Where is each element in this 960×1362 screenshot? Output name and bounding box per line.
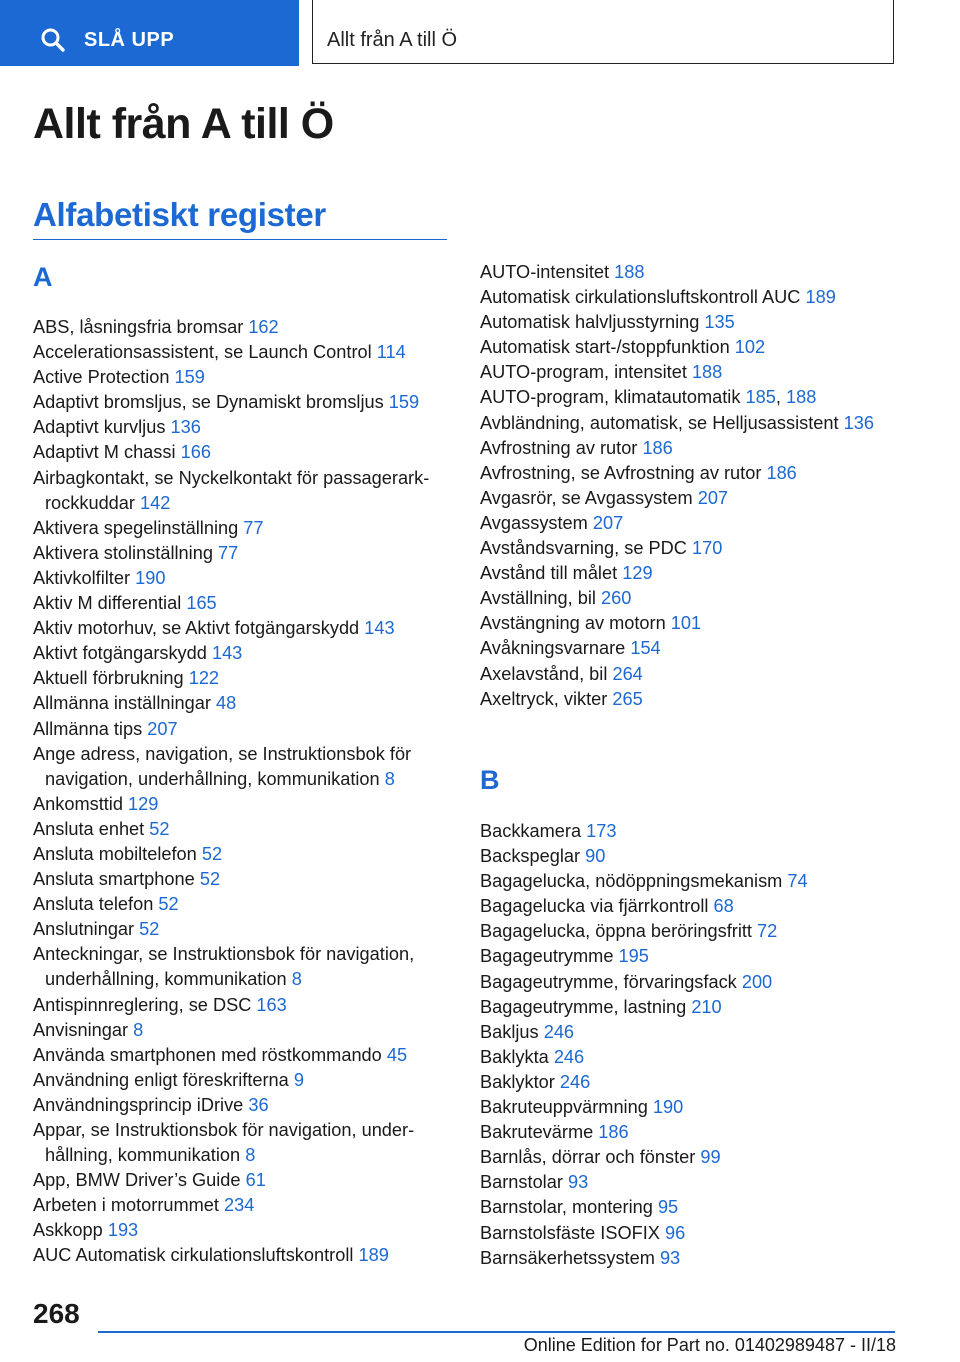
index-entry-text: Bagageutrymme, förvaringsfack	[480, 971, 737, 992]
page-reference-link[interactable]: 61	[245, 1170, 266, 1191]
chapter-tab[interactable]	[312, 0, 894, 64]
index-entry-text: Automatisk cirkulationsluftskontroll AUC	[480, 287, 801, 308]
page-reference-link[interactable]: 143	[211, 643, 243, 664]
index-entry	[33, 591, 451, 616]
index-entry	[480, 1145, 900, 1170]
index-column-left	[33, 315, 451, 1269]
index-entry	[480, 1045, 900, 1070]
index-entry	[480, 536, 900, 561]
index-entry-text: Aktiv motorhuv, se Aktivt fotgängarskydd	[33, 618, 360, 639]
section-title: Alfabetiskt register	[33, 196, 326, 233]
index-entry	[480, 894, 900, 919]
index-entry	[33, 1193, 451, 1218]
index-entry	[480, 919, 900, 944]
index-entry	[33, 466, 451, 516]
page-reference-link[interactable]: 136	[843, 412, 874, 433]
letter-heading-b: B	[480, 765, 500, 795]
index-entry-text: Avstängning av motorn	[480, 613, 666, 634]
index-entry	[480, 586, 900, 611]
index-entry-text: Bakrutevärme	[480, 1122, 594, 1143]
index-entry	[33, 365, 451, 390]
index-entry	[480, 611, 900, 636]
index-entry-text: Ansluta mobiltelefon	[33, 843, 197, 864]
page-reference-link[interactable]: 207	[592, 512, 624, 533]
page-reference-link[interactable]: 68	[713, 896, 734, 917]
page-reference-link[interactable]: 102	[734, 337, 766, 358]
index-column-right-b	[480, 819, 900, 1271]
index-entry	[33, 1218, 451, 1243]
page-reference-link[interactable]: 90	[585, 846, 606, 867]
index-entry	[33, 691, 451, 716]
index-entry	[480, 360, 900, 385]
page-reference-link[interactable]: 234	[224, 1195, 255, 1216]
page-reference-link[interactable]: 193	[107, 1220, 139, 1241]
index-entry-text: Aktivera spegelinställning	[33, 517, 239, 538]
index-entry-text: Bakruteuppvärmning	[480, 1097, 648, 1118]
index-entry	[480, 1070, 900, 1095]
page-reference-link[interactable]: 9	[293, 1069, 304, 1090]
index-entry-text: Backkamera	[480, 821, 582, 841]
index-entry	[33, 1068, 451, 1093]
chapter-tab-label: Allt från A till Ö	[327, 29, 458, 51]
index-entry-text: AUC Automatisk cirkulationsluftskontroll	[33, 1245, 354, 1266]
index-entry-text: Barnstolar, montering	[480, 1197, 653, 1218]
index-entry: AUTO-program, klimatautomatik 185, 188	[480, 387, 817, 408]
index-entry	[480, 944, 900, 969]
search-icon	[40, 27, 66, 53]
index-entry	[480, 561, 900, 586]
index-entry-text: Bagagelucka, öppna beröringsfritt	[480, 921, 752, 942]
index-entry-text: Bagagelucka, nödöppningsmekanism	[480, 871, 783, 892]
index-entry	[33, 1093, 451, 1118]
index-entry-text: Ansluta enhet	[33, 818, 145, 839]
index-entry	[33, 867, 451, 892]
page-reference-link[interactable]: 165	[186, 593, 217, 614]
page-reference-link[interactable]: 186	[598, 1122, 629, 1143]
index-entry-text: Adaptivt M chassi	[33, 442, 176, 463]
page-reference-link[interactable]: 154	[630, 638, 661, 659]
page-reference-link[interactable]: 207	[147, 718, 178, 739]
page-reference-link[interactable]: 207	[697, 487, 729, 508]
index-entry-text: AUTO-intensitet	[480, 262, 610, 282]
index-entry	[480, 1095, 900, 1120]
index-entry-text: Allmänna inställningar	[33, 693, 211, 714]
index-entry	[480, 1170, 900, 1195]
index-entry-text: Avställning, bil	[480, 588, 596, 609]
page-reference-link[interactable]: 8	[245, 1145, 256, 1166]
page-reference-link[interactable]: 52	[199, 869, 221, 890]
index-entry-text: Antispinnreglering, se DSC	[33, 994, 252, 1015]
index-entry	[480, 970, 900, 995]
index-entry	[33, 742, 451, 792]
index-entry-text: Aktivera stolinställning	[33, 542, 213, 563]
search-button[interactable]	[0, 0, 299, 66]
page-title: Allt från A till Ö	[33, 100, 334, 148]
index-entry-text: Använda smartphonen med röstkommando	[33, 1044, 382, 1065]
page-reference-link[interactable]: 96	[664, 1222, 686, 1243]
index-entry-text: Bagagelucka via fjärrkontroll	[480, 896, 709, 917]
page-reference-link[interactable]: 189	[805, 287, 836, 308]
index-entry	[33, 792, 451, 817]
index-entry	[33, 566, 451, 591]
index-entry-text: Barnstolsfäste ISOFIX	[480, 1222, 660, 1243]
page-reference-link[interactable]: 95	[657, 1197, 679, 1218]
index-entry	[33, 1043, 451, 1068]
index-entry-text: Bakljus	[480, 1021, 539, 1042]
index-entry	[480, 436, 900, 461]
index-entry	[480, 310, 900, 335]
index-entry	[480, 1221, 900, 1246]
page-reference-link[interactable]: 52	[149, 818, 170, 839]
index-entry-text: Automatisk halvljusstyrning	[480, 312, 700, 333]
index-entry-text: Avstånd till målet	[480, 563, 618, 584]
page-reference-link[interactable]: 129	[622, 563, 653, 584]
index-entry	[33, 616, 451, 641]
index-entry-text: AUTO-program, klimatautomatik	[480, 387, 741, 408]
index-entry	[480, 1246, 900, 1271]
index-entry	[480, 411, 900, 436]
index-entry-text: Ansluta smartphone	[33, 869, 195, 890]
index-entry-text: Barnsäkerhetssystem	[480, 1247, 655, 1268]
page-reference-link[interactable]: 136	[170, 417, 201, 438]
index-entry-text: Avfrostning, se Avfrostning av rutor	[480, 462, 762, 483]
page-reference-link[interactable]: 264	[612, 663, 643, 684]
index-entry-text: Ankomsttid	[33, 793, 123, 814]
page-reference-link[interactable]: 186	[642, 437, 673, 458]
page-number: 268	[33, 1298, 80, 1329]
index-entry-text: Anslutningar	[33, 919, 135, 940]
index-entry-text: Bagageutrymme	[480, 946, 614, 967]
index-entry-text: Användningsprincip iDrive	[33, 1094, 244, 1115]
page-reference-link[interactable]: 8	[133, 1019, 144, 1040]
index-entry	[33, 717, 451, 742]
index-entry	[33, 415, 451, 440]
index-entry-text: Bagageutrymme, lastning	[480, 996, 687, 1017]
page-reference-link[interactable]: 45	[386, 1044, 408, 1065]
index-entry	[480, 844, 900, 869]
index-entry-text: AUTO-program, intensitet	[480, 362, 687, 383]
index-entry	[480, 662, 900, 687]
index-entry-text: Anvisningar	[33, 1019, 129, 1040]
page-reference-link[interactable]: 36	[248, 1094, 269, 1115]
page-reference-link[interactable]: 8	[384, 768, 395, 789]
page-reference-link[interactable]: 74	[787, 871, 808, 892]
index-entry	[33, 1243, 451, 1268]
index-entry	[480, 1195, 900, 1220]
page-reference-link[interactable]: 170	[691, 538, 723, 559]
page-reference-link[interactable]: 93	[659, 1247, 681, 1268]
index-entry-text: Avfrostning av rutor	[480, 437, 638, 458]
page-reference-link[interactable]: 185	[745, 387, 776, 408]
index-entry-text: Askkopp	[33, 1220, 103, 1241]
footer-divider	[98, 1331, 895, 1333]
page-reference-link[interactable]: 166	[180, 442, 211, 463]
index-entry	[33, 541, 451, 566]
letter-heading-a: A	[33, 262, 53, 292]
page-reference-link[interactable]: 99	[700, 1147, 721, 1168]
index-entry-text: Avgasrör, se Avgassystem	[480, 487, 693, 508]
index-entry	[33, 842, 451, 867]
index-entry-text: ABS, låsningsfria bromsar	[33, 317, 244, 337]
index-entry-text: Baklyktor	[480, 1071, 555, 1092]
index-entry-text: Arbeten i motorrummet	[33, 1195, 219, 1216]
index-entry-text: Aktuell förbrukning	[33, 668, 184, 689]
page-reference-link[interactable]: 77	[218, 542, 239, 563]
index-entry	[480, 285, 900, 310]
index-entry	[480, 1120, 900, 1145]
page-reference-link[interactable]: 48	[216, 693, 237, 714]
index-entry-text: Avståndsvarning, se PDC	[480, 538, 687, 559]
page-reference-link[interactable]: 173	[586, 821, 617, 841]
index-entry	[480, 486, 900, 511]
index-entry	[33, 817, 451, 842]
index-entry	[480, 687, 900, 712]
index-entry	[33, 1118, 451, 1168]
page-reference-link[interactable]: 188	[785, 387, 817, 408]
index-entry	[33, 390, 451, 415]
index-entry	[480, 995, 900, 1020]
index-entry	[480, 819, 900, 844]
page-reference-link[interactable]: 142	[140, 492, 171, 513]
index-entry-text: Baklykta	[480, 1046, 549, 1067]
index-entry	[480, 869, 900, 894]
index-entry	[33, 440, 451, 465]
page-reference-link[interactable]: 143	[364, 618, 395, 639]
index-entry-text: Backspeglar	[480, 846, 581, 867]
page-reference-link[interactable]: 190	[135, 567, 166, 588]
index-entry-text: Accelerationsassistent, se Launch Control	[33, 342, 372, 363]
index-entry	[33, 917, 451, 942]
page-reference-link[interactable]: 188	[691, 362, 723, 383]
section-divider	[33, 239, 447, 240]
index-entry-text: Aktivkolfilter	[33, 567, 131, 588]
index-column-right-a	[480, 260, 900, 712]
page-reference-link[interactable]: 190	[652, 1097, 684, 1118]
index-entry-text: Ansluta telefon	[33, 894, 154, 915]
index-entry-text: Appar, se Instruktionsbok för navigation, underhållning, kommunikation	[33, 1120, 415, 1166]
page-reference-link[interactable]: 8	[291, 969, 302, 990]
page-reference-link[interactable]: 189	[358, 1245, 389, 1266]
page-reference-link[interactable]: 52	[139, 919, 160, 940]
index-entry	[480, 461, 900, 486]
index-entry	[33, 641, 451, 666]
index-entry-text: Barnlås, dörrar och fönster	[480, 1147, 696, 1168]
index-entry	[480, 335, 900, 360]
index-entry-text: Axeltryck, vikter	[480, 688, 608, 709]
index-entry	[480, 636, 900, 661]
page-reference-link[interactable]: 200	[741, 971, 773, 992]
page-reference-link[interactable]: 135	[704, 312, 735, 333]
index-entry-text: Axelavstånd, bil	[480, 663, 608, 684]
page-reference-link[interactable]: 77	[243, 517, 264, 538]
page-reference-link[interactable]: 246	[559, 1071, 591, 1092]
index-entry	[33, 942, 451, 992]
page-reference-link[interactable]: 159	[388, 392, 420, 413]
page-reference-link[interactable]: 260	[601, 588, 632, 609]
page-reference-link[interactable]: 122	[188, 668, 220, 689]
page-reference-link[interactable]: 129	[128, 793, 159, 814]
page-reference-link[interactable]: 159	[174, 367, 205, 388]
index-entry	[33, 315, 451, 340]
page-reference-link[interactable]: 265	[612, 688, 643, 709]
index-entry	[33, 340, 451, 365]
page-reference-link[interactable]: 246	[553, 1046, 585, 1067]
index-entry	[480, 511, 900, 536]
index-entry-text: Avbländning, automatisk, se Helljusassistent	[480, 412, 839, 433]
index-entry	[33, 1168, 451, 1193]
index-entry-text: Ange adress, navigation, se Instruktionsbok för navigation, underhållning, kommunikation	[33, 743, 412, 789]
index-entry-text: Active Protection	[33, 367, 170, 388]
page-reference-link[interactable]: 162	[248, 317, 279, 337]
index-entry-text: Avåkningsvarnare	[480, 638, 626, 659]
index-entry-text: Adaptivt kurvljus	[33, 417, 166, 438]
page-reference-link[interactable]: 188	[614, 262, 645, 282]
index-entry-text: Automatisk start-/stoppfunktion	[480, 337, 730, 358]
index-entry	[33, 892, 451, 917]
index-entry-text: Aktivt fotgängarskydd	[33, 643, 207, 664]
index-entry-text: Anteckningar, se Instruktionsbok för navigation, underhållning, kommunikation	[33, 944, 415, 990]
index-entry	[33, 1018, 451, 1043]
page-reference-link[interactable]: 93	[567, 1172, 589, 1193]
index-entry-text: Allmänna tips	[33, 718, 143, 739]
index-entry	[480, 1020, 900, 1045]
index-entry	[33, 666, 451, 691]
index-entry-text: App, BMW Driver’s Guide	[33, 1170, 241, 1191]
page-reference-link[interactable]: 101	[670, 613, 702, 634]
index-entry-text: Användning enligt föreskrifterna	[33, 1069, 289, 1090]
page-reference-link[interactable]: 186	[766, 462, 797, 483]
page-reference-link[interactable]: 72	[757, 921, 778, 942]
page-reference-link[interactable]: 195	[618, 946, 649, 967]
index-entry-text: Barnstolar	[480, 1172, 563, 1193]
page-reference-link[interactable]: 114	[376, 342, 406, 363]
search-label: SLÅ UPP	[84, 29, 175, 51]
index-entry-text: Avgassystem	[480, 512, 588, 533]
page-reference-link[interactable]: 52	[201, 843, 223, 864]
index-entry-text: Airbagkontakt, se Nyckelkontakt för passagerarkrockkuddar	[33, 467, 430, 513]
index-entry	[33, 516, 451, 541]
index-entry	[480, 260, 900, 285]
page-reference-link[interactable]: 246	[543, 1021, 575, 1042]
footer-edition: Online Edition for Part no. 01402989487 - II/18	[523, 1335, 896, 1355]
page-reference-link[interactable]: 163	[256, 994, 287, 1015]
top-bar	[0, 0, 960, 66]
index-entry-text: Aktiv M differential	[33, 593, 182, 614]
page-reference-link[interactable]: 210	[691, 996, 722, 1017]
page-reference-link[interactable]: 52	[158, 894, 179, 915]
index-entry-text: Adaptivt bromsljus, se Dynamiskt bromsljus	[33, 392, 384, 413]
index-entry	[33, 993, 451, 1018]
